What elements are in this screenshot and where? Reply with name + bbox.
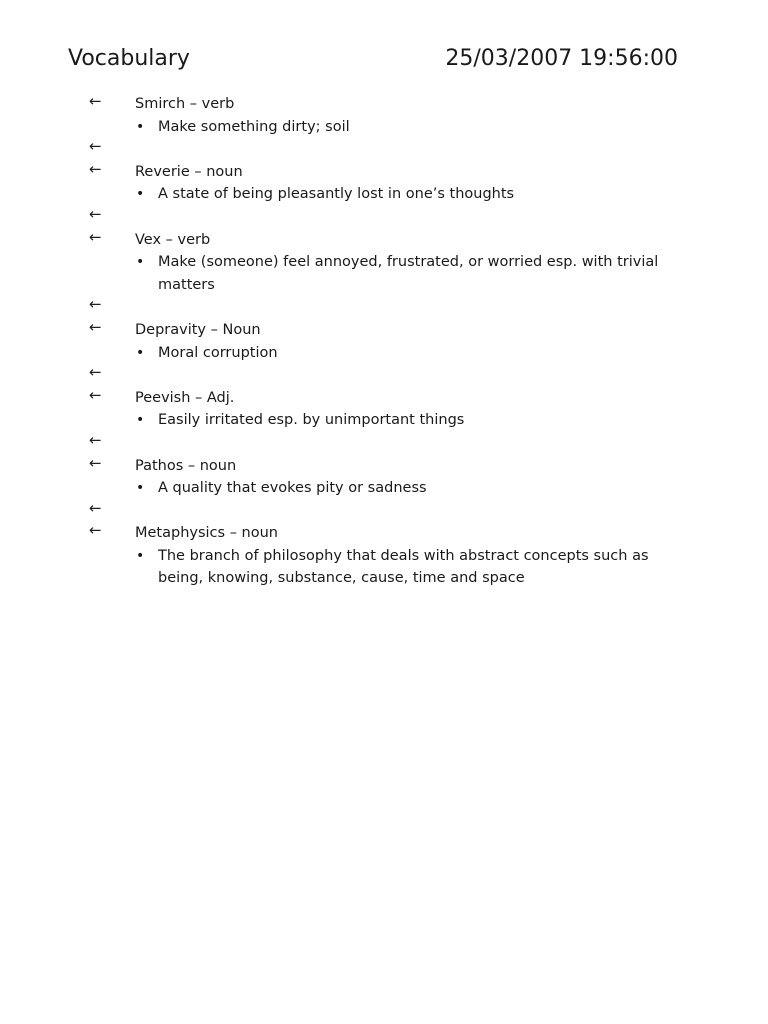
vocabulary-term: Reverie – noun [135, 163, 243, 180]
left-arrow-icon: ← [89, 137, 102, 156]
vocabulary-term: Depravity – Noun [135, 321, 261, 338]
definition-item [0, 183, 768, 206]
vocabulary-list [0, 93, 768, 590]
left-arrow-icon: ← [89, 453, 102, 472]
separator-line [0, 364, 768, 387]
document-header [68, 44, 678, 76]
definition-text: A state of being pleasantly lost in one’s thoughts [158, 186, 515, 203]
term-line [0, 319, 768, 342]
separator-line [0, 206, 768, 229]
bullet-icon: • [136, 186, 145, 203]
left-arrow-icon: ← [89, 92, 102, 110]
definition-item [0, 342, 768, 365]
left-arrow-icon: ← [89, 227, 102, 246]
bullet-icon: • [136, 118, 145, 135]
vocabulary-term: Peevish – Adj. [135, 389, 235, 406]
term-line [0, 455, 768, 478]
bullet-icon: • [136, 480, 145, 497]
left-arrow-icon: ← [89, 385, 102, 404]
left-arrow-icon: ← [89, 317, 102, 336]
definition-item [0, 545, 768, 590]
bullet-icon: • [136, 344, 145, 361]
bullet-icon: • [136, 412, 145, 429]
document-datetime: 25/03/2007 19:56:00 [445, 46, 678, 71]
term-line [0, 387, 768, 410]
bullet-icon: • [136, 547, 145, 564]
term-line [0, 93, 768, 116]
document-title: Vocabulary [68, 46, 190, 71]
left-arrow-icon: ← [89, 430, 102, 449]
definition-text: The branch of philosophy that deals with abstract concepts such as being, knowing, substance, cause, time and space [158, 547, 649, 587]
separator-line [0, 500, 768, 523]
left-arrow-icon: ← [89, 159, 102, 178]
vocabulary-term: Vex – verb [135, 231, 211, 248]
definition-item [0, 251, 768, 296]
bullet-icon: • [136, 254, 145, 271]
definition-text: Make something dirty; soil [158, 118, 350, 135]
definition-text: A quality that evokes pity or sadness [158, 480, 427, 497]
separator-line [0, 138, 768, 161]
definition-text: Make (someone) feel annoyed, frustrated, or worried esp. with trivial matters [158, 254, 659, 293]
definition-item [0, 116, 768, 139]
term-line [0, 229, 768, 252]
left-arrow-icon: ← [89, 498, 102, 517]
separator-line [0, 432, 768, 455]
definition-item [0, 477, 768, 500]
left-arrow-icon: ← [89, 521, 102, 540]
term-line [0, 522, 768, 545]
definition-text: Moral corruption [158, 344, 278, 361]
separator-line [0, 296, 768, 319]
left-arrow-icon: ← [89, 204, 102, 223]
term-line [0, 161, 768, 184]
definition-item [0, 409, 768, 432]
vocabulary-term: Pathos – noun [135, 457, 237, 474]
left-arrow-icon: ← [89, 295, 102, 314]
vocabulary-term: Metaphysics – noun [135, 525, 278, 542]
vocabulary-term: Smirch – verb [135, 96, 235, 112]
definition-text: Easily irritated esp. by unimportant things [158, 412, 465, 429]
left-arrow-icon: ← [89, 363, 102, 382]
